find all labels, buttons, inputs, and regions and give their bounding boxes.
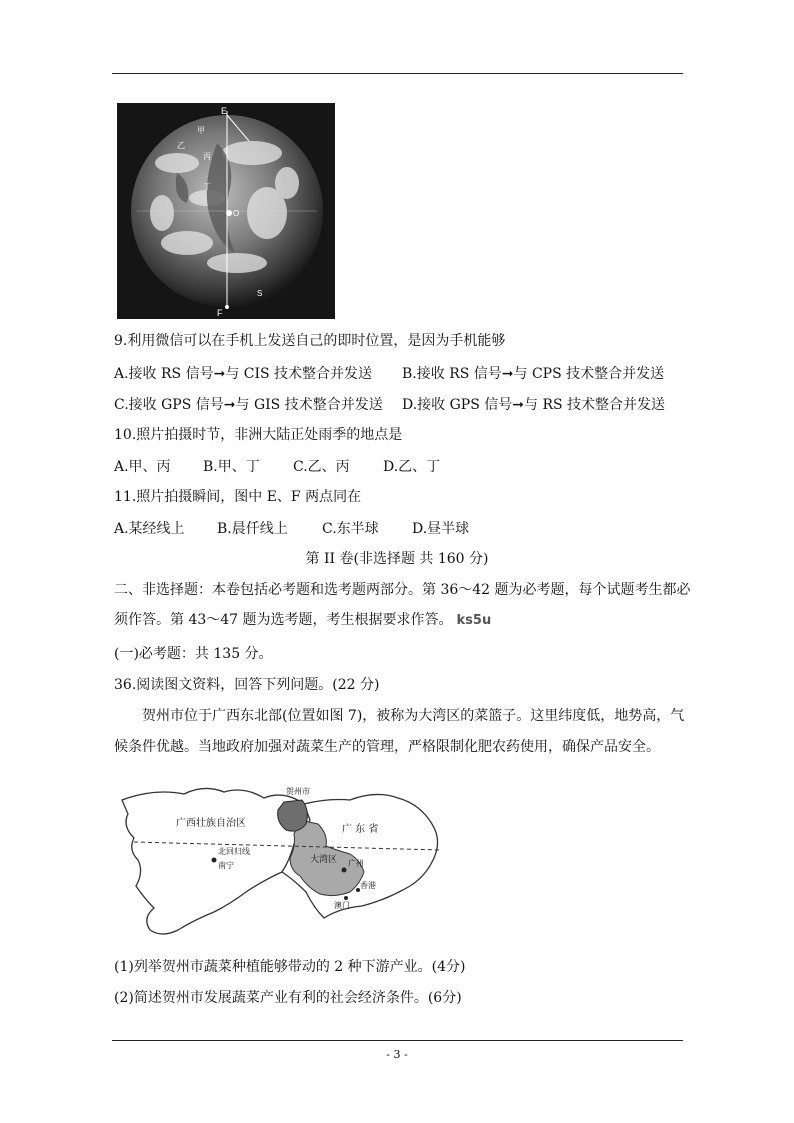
q11-option-d: D.昼半球 xyxy=(412,521,470,537)
q11-option-a: A.某经线上 xyxy=(114,521,185,537)
label-hezhou: 贺州市 xyxy=(286,787,310,796)
label-ding: 丁 xyxy=(203,182,211,191)
label-hongkong: 香港 xyxy=(360,881,376,890)
q9-option-b: B.接收 RS 信号➞与 CPS 技术整合并发送 xyxy=(402,366,665,382)
label-yi: 乙 xyxy=(177,141,185,150)
q36-paragraph-line1: 贺州市位于广西东北部(位置如图 7)，被称为大湾区的菜篮子。这里纬度低，地势高，气 xyxy=(142,708,685,724)
q10-option-a: A.甲、丙 xyxy=(114,459,171,475)
section-title: 第 II 卷(非选择题 共 160 分) xyxy=(305,551,489,567)
q11-option-b: B.晨仟线上 xyxy=(217,521,288,537)
page-number: - 3 - xyxy=(386,1048,408,1061)
label-tropic: 北回归线 xyxy=(218,847,250,856)
point-o xyxy=(226,210,232,216)
section-intro-line2 xyxy=(114,610,491,631)
brand-watermark: ks5u xyxy=(456,613,492,628)
guangzhou-marker xyxy=(342,868,347,873)
q36-stem: 36.阅读图文资料，回答下列问题。(22 分) xyxy=(114,677,380,693)
label-jia: 甲 xyxy=(197,126,205,135)
label-guangxi: 广西壮族自治区 xyxy=(176,818,246,829)
label-guangdong: 广 东 省 xyxy=(342,824,379,835)
label-bing: 丙 xyxy=(203,152,211,161)
macau-marker xyxy=(344,896,348,900)
q36-paragraph-line2: 候条件优越。当地政府加强对蔬菜生产的管理，严格限制化肥农药使用，确保产品安全。 xyxy=(114,739,660,755)
region-map xyxy=(114,780,448,948)
label-macau: 澳门 xyxy=(334,901,350,910)
footer-rule xyxy=(112,1040,683,1041)
section-intro-line1: 二、非选择题：本卷包括必考题和选考题两部分。第 36～42 题为必考题，每个试题考生都必 xyxy=(114,582,691,598)
label-bayarea: 大湾区 xyxy=(310,855,338,865)
q36-subquestion-2: (2)简述贺州市发展蔬菜产业有利的社会经济条件。(6分) xyxy=(114,990,462,1006)
q9-option-d: D.接收 GPS 信号➞与 RS 技术整合并发送 xyxy=(402,397,666,413)
q9-option-c: C.接收 GPS 信号➞与 GIS 技术整合并发送 xyxy=(114,397,383,413)
q10-option-b: B.甲、丁 xyxy=(203,459,260,475)
q36-subquestion-1: (1)列举贺州市蔬菜种植能够带动的 2 种下游产业。(4分) xyxy=(114,959,466,975)
q11-option-c: C.东半球 xyxy=(322,521,379,537)
label-nanning: 南宁 xyxy=(218,861,234,870)
globe-photo xyxy=(117,103,335,319)
section-intro-text: 须作答。第 43～47 题为选考题，考生根据要求作答。 xyxy=(114,612,453,628)
q9-option-a: A.接收 RS 信号➞与 CIS 技术整合并发送 xyxy=(114,366,373,382)
q10-option-d: D.乙、丁 xyxy=(383,459,441,475)
q10-option-c: C.乙、丙 xyxy=(293,459,350,475)
point-f xyxy=(225,305,229,309)
header-rule xyxy=(112,73,683,74)
q10-stem: 10.照片拍摄时节，非洲大陆正处雨季的地点是 xyxy=(114,427,403,443)
nanning-marker xyxy=(212,858,217,863)
label-s: S xyxy=(257,289,263,298)
q9-stem: 9.利用微信可以在手机上发送自己的即时位置，是因为手机能够 xyxy=(114,333,506,349)
label-f: F xyxy=(217,308,223,318)
q11-stem: 11.照片拍摄瞬间，图中 E、F 两点同在 xyxy=(114,489,362,505)
label-guangzhou: 广州 xyxy=(348,859,364,868)
required-questions-note: (一)必考题：共 135 分。 xyxy=(114,646,273,662)
label-o: O xyxy=(233,209,240,218)
hezhou-region xyxy=(278,800,308,831)
label-e: E xyxy=(221,106,228,116)
